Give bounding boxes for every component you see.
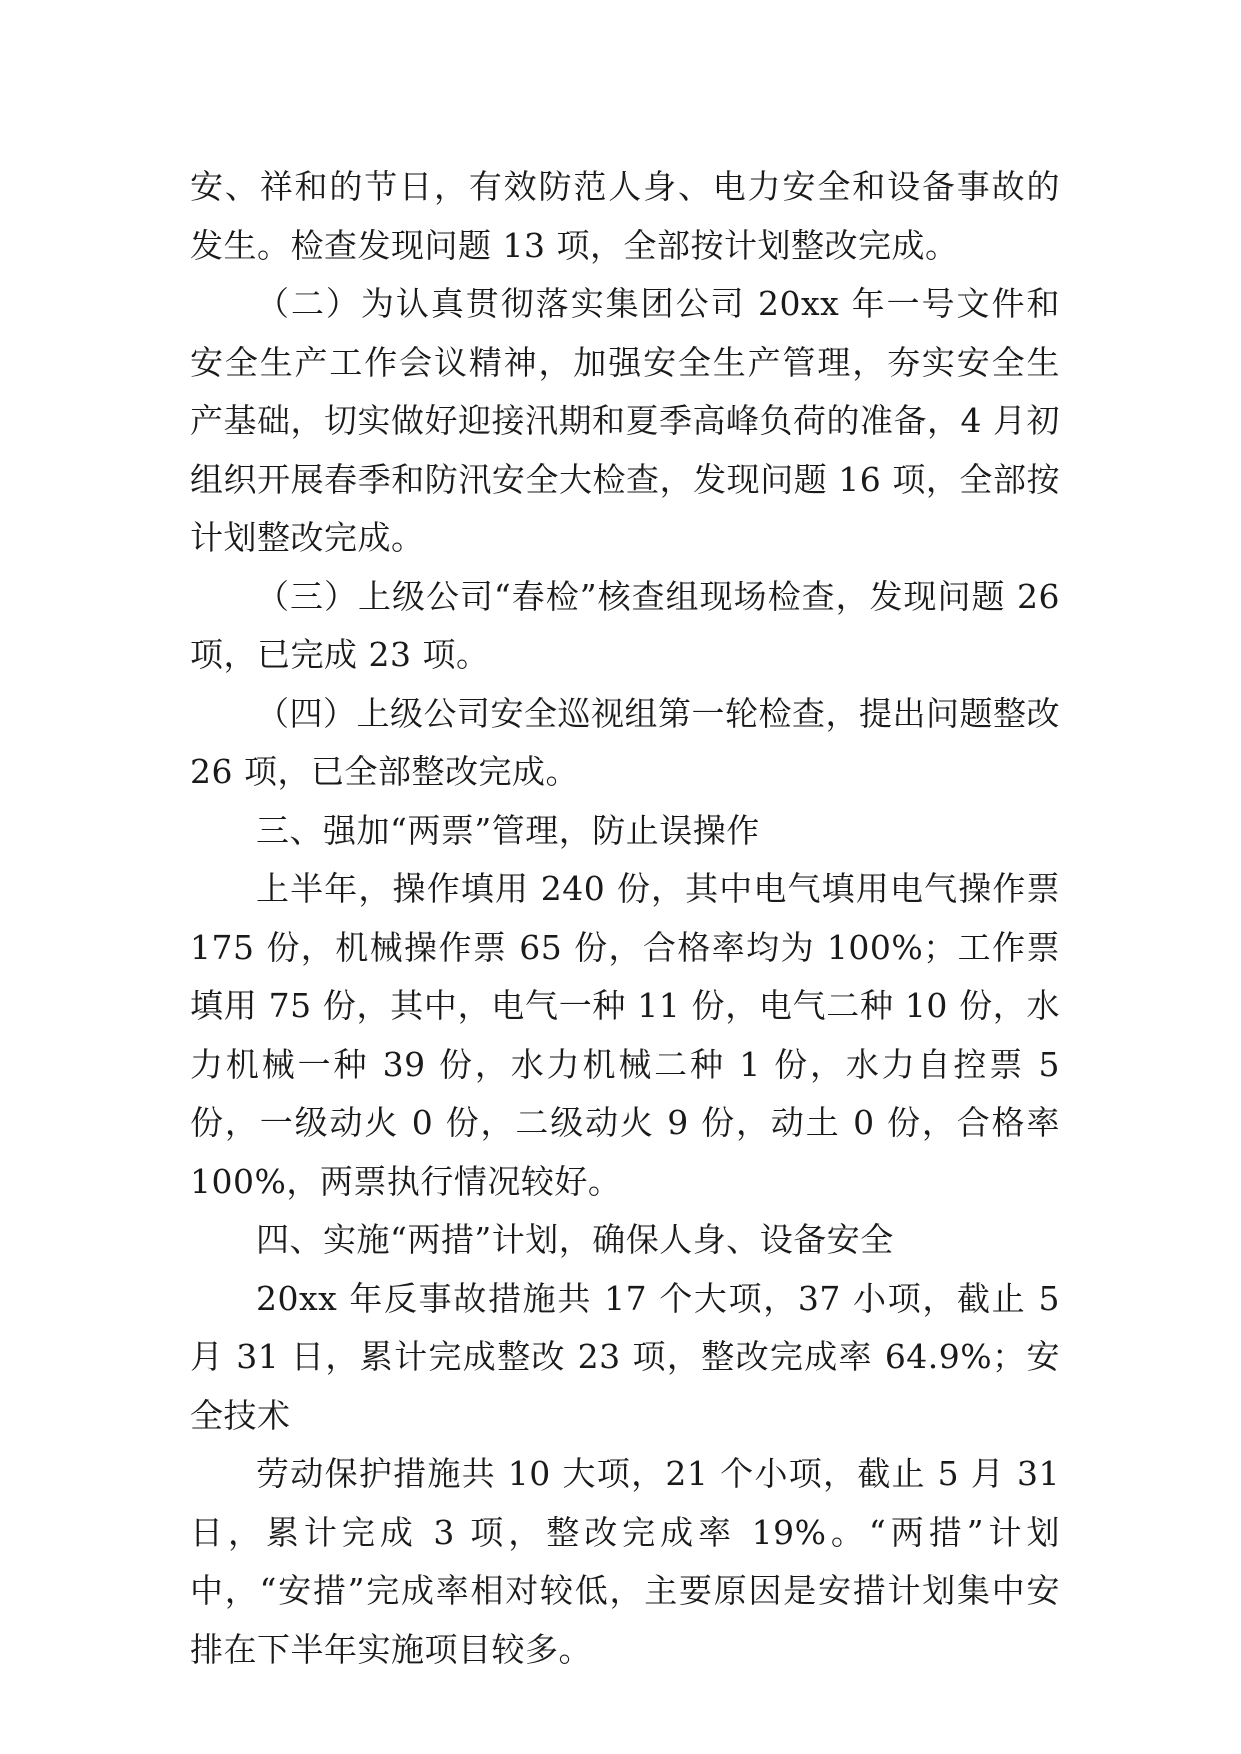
paragraph-two-tickets: 上半年，操作填用 240 份，其中电气填用电气操作票 175 份，机械操作票 65 份，合格率均为 100%；工作票填用 75 份，其中，电气一种 11 份，电气二种 10 份，水力机械一种 39 份，水力机械二种 1 份，水力自控票 5 份，一级动火 0 份，二级动火 9 份，动土 0 份，合格率 100%，两票执行情况较好。 <box>190 869 1060 1201</box>
section-heading-3: 三、强加“两票”管理，防止误操作 <box>256 810 760 850</box>
paragraph-item-3: （三）上级公司“春检”核查组现场检查，发现问题 26 项，已完成 23 项。 <box>190 576 1060 674</box>
paragraph-anti-accident: 20xx 年反事故措施共 17 个大项，37 小项，截止 5 月 31 日，累计完成整改 23 项，整改完成率 64.9%；安全技术 <box>190 1278 1060 1435</box>
paragraph-continuation: 安、祥和的节日，有效防范人身、电力安全和设备事故的发生。检查发现问题 13 项，全部按计划整改完成。 <box>190 167 1060 265</box>
paragraph-item-2: （二）为认真贯彻落实集团公司 20xx 年一号文件和安全生产工作会议精神，加强安全生产管理，夯实安全生产基础，切实做好迎接汛期和夏季高峰负荷的准备，4 月初组织开展春季和防汛安全大检查，发现问题 16 项，全部按计划整改完成。 <box>190 284 1060 557</box>
document-page <box>190 158 1060 1679</box>
paragraph-labor-protection: 劳动保护措施共 10 大项，21 个小项，截止 5 月 31 日，累计完成 3 项，整改完成率 19%。“两措”计划中，“安措”完成率相对较低，主要原因是安措计划集中安排在下半年实施项目较多。 <box>190 1454 1060 1669</box>
section-heading-4: 四、实施“两措”计划，确保人身、设备安全 <box>256 1220 894 1259</box>
paragraph-item-4: （四）上级公司安全巡视组第一轮检查，提出问题整改 26 项，已全部整改完成。 <box>190 693 1060 791</box>
